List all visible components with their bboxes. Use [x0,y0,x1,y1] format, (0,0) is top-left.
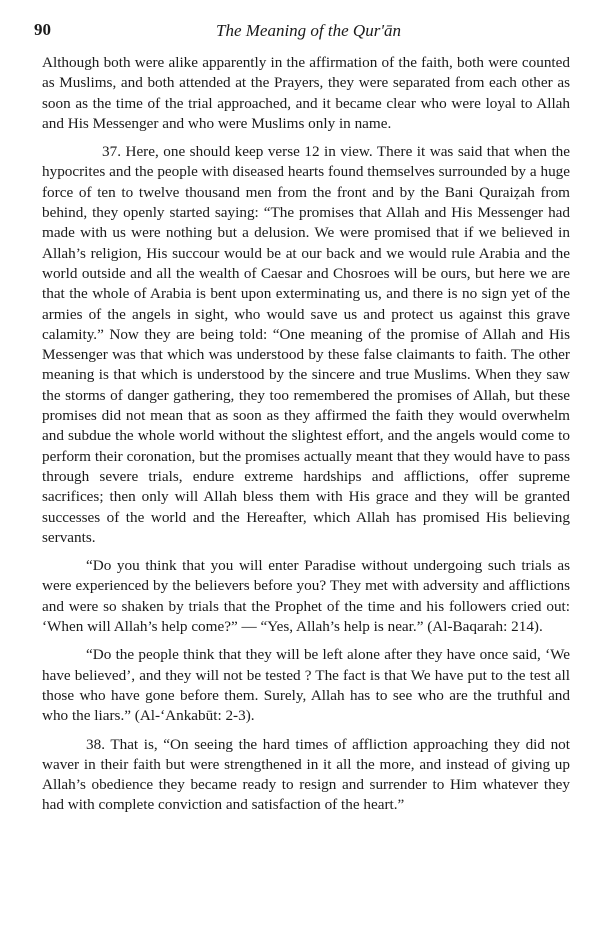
quote-al-ankabut: “Do the people think that they will be left alone after they have once said, ‘We have believed’, and they will not be tested ? The fact is that We have put to the test all those who have gone before them. Surely, Allah has to see who are the truthful and who the liars.” (Al-‘Ankabūt: 2-3). [42,646,570,725]
continuation-paragraph: Although both were alike apparently in the affirmation of the faith, both were counted as Muslims, and both attended at the Prayers, they were separated from each other as soon as the time of the trial approached, and it became clear who were loyal to Allah and His Messenger and who were Muslims only in name. [42,54,570,132]
page-body [42,53,570,816]
running-title: The Meaning of the Qur'ān [216,21,401,40]
note-38-paragraph: 38. That is, “On seeing the hard times of affliction approaching they did not waver in their faith but were strengthened in it all the more, and instead of giving up Allah’s obedience they became ready to resign and surrender to Him whatever they had with complete conviction and satisfaction of the heart.” [42,735,570,814]
quote-al-baqarah: “Do you think that you will enter Paradise without undergoing such trials as were experienced by the believers before you? They met with adversity and afflictions and were so shaken by trials that the Prophet of the time and his followers cried out: ‘When will Allah’s help come?” — “Yes, Allah’s help is near.” (Al-Baqarah: 214). [42,557,570,636]
page-number: 90 [34,20,51,39]
note-37-paragraph: 37. Here, one should keep verse 12 in view. There it was said that when the hypocrites and the people with diseased hearts found themselves surrounded by a huge force of ten to twelve thousand men from the front and by the Bani Quraiẓah from behind, they openly started saying: “The promises that Allah and His Messenger had made with us were nothing but a delusion. We were promised that if we believed in Allah’s religion, His succour would be at our back and we would rule Arabia and the world outside and all the wealth of Caesar and Chosroes will be ours, but here we are that the whole of Arabia is bent upon exterminating us, and there is no sign yet of the armies of the angels in sight, who would save us and protect us against this grave calamity.” Now they are being told: “One meaning of the promise of Allah and His Messenger was that which was understood by these false claimants to faith. The other meaning is that which is understood by the sincere and true Muslims. When they saw the storms of danger gathering, they too remembered the promises of Allah, but these promises did not mean that as soon as they affirmed the faith they would overwhelm and subdue the whole world without the slightest effort, and the angels would come to perform their coronation, but the promises actually meant that they would have to pass through severe trials, endure extreme hardships and afflictions, offer supreme sacrifices; then only will Allah bless them with His grace and they will be granted successes of the world and the Hereafter, which Allah has promised His believing servants. [42,143,570,546]
page-header [34,20,574,50]
